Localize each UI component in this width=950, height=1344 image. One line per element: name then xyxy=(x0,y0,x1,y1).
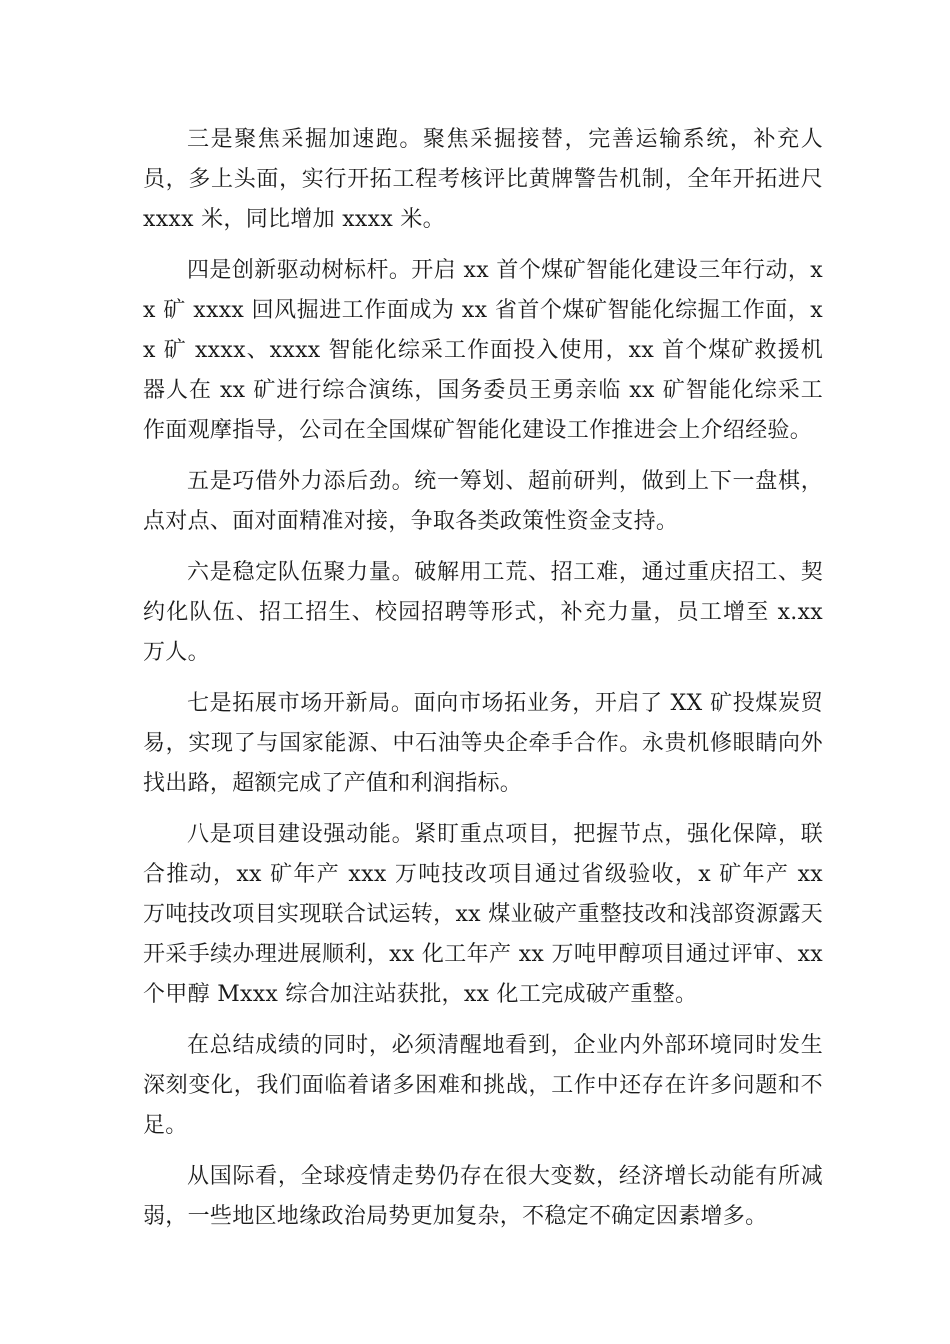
paragraph: 三是聚焦采掘加速跑。聚焦采掘接替，完善运输系统，补充人员，多上头面，实行开拓工程考核评比黄牌警告机制，全年开拓进尺 xxxx 米，同比增加 xxxx 米。 xyxy=(143,127,823,232)
document-body xyxy=(143,120,823,1248)
paragraph: 七是拓展市场开新局。面向市场拓业务，开启了 XX 矿投煤炭贸易，实现了与国家能源、中石油等央企牵手合作。永贵机修眼睛向外找出路，超额完成了产值和利润指标。 xyxy=(143,691,823,796)
paragraph: 五是巧借外力添后劲。统一筹划、超前研判，做到上下一盘棋，点对点、面对面精准对接，争取各类政策性资金支持。 xyxy=(143,469,823,534)
paragraph: 四是创新驱动树标杆。开启 xx 首个煤矿智能化建设三年行动，xx 矿 xxxx 回风掘进工作面成为 xx 省首个煤矿智能化综掘工作面，xx 矿 xxxx、xxxx 智能化综采工作面投入使用，xx 首个煤矿救援机器人在 xx 矿进行综合演练，国务委员王勇亲临 xx 矿智能化综采工作面观摩指导，公司在全国煤矿智能化建设工作推进会上介绍经验。 xyxy=(143,258,823,443)
paragraph: 从国际看，全球疫情走势仍存在很大变数，经济增长动能有所减弱，一些地区地缘政治局势更加复杂，不稳定不确定因素增多。 xyxy=(143,1164,823,1229)
paragraph: 六是稳定队伍聚力量。破解用工荒、招工难，通过重庆招工、契约化队伍、招工招生、校园招聘等形式，补充力量，员工增至 x.xx 万人。 xyxy=(143,560,823,665)
paragraph: 在总结成绩的同时，必须清醒地看到，企业内外部环境同时发生深刻变化，我们面临着诸多困难和挑战，工作中还存在许多问题和不足。 xyxy=(143,1033,823,1138)
paragraph: 八是项目建设强动能。紧盯重点项目，把握节点，强化保障，联合推动，xx 矿年产 xxx 万吨技改项目通过省级验收，x 矿年产 xx 万吨技改项目实现联合试运转，xx 煤业破产重整技改和浅部资源露天开采手续办理进展顺利，xx 化工年产 xx 万吨甲醇项目通过评审、xx 个甲醇 Mxxx 综合加注站获批，xx 化工完成破产重整。 xyxy=(143,822,823,1007)
